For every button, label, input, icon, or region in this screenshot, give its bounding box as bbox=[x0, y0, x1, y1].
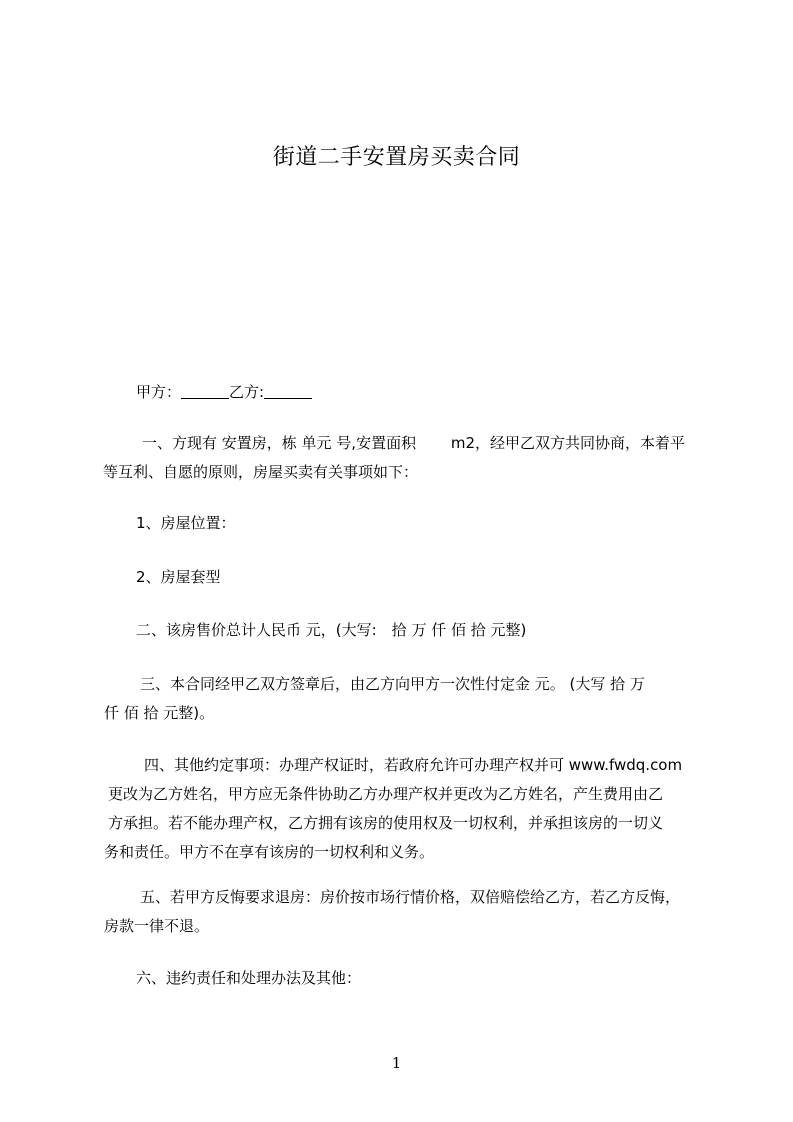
party-a-blank[interactable] bbox=[181, 384, 229, 399]
section-1 bbox=[104, 429, 716, 487]
section-3-line-1: 三、本合同经甲乙双方签章后，由乙方向甲方一次性付定金 元。 (大写 拾 万 bbox=[140, 675, 645, 693]
section-4-line-2: 更改为乙方姓名，甲方应无条件协助乙方办理产权并更改为乙方姓名，产生费用由乙 bbox=[108, 785, 664, 803]
section-2-price: 二、该房售价总计人民币 元，(大写: 拾 万 仟 佰 拾 元整) bbox=[136, 621, 527, 639]
section-5-line-2: 房款一律不退。 bbox=[104, 917, 210, 935]
section-4-line-3: 方承担。若不能办理产权，乙方拥有该房的使用权及一切权利，并承担该房的一切义 bbox=[108, 814, 664, 832]
party-a-label: 甲方： bbox=[136, 383, 182, 401]
section-3-deposit bbox=[104, 670, 716, 728]
section-1-line-2: 等互利、自愿的原则，房屋买卖有关事项如下： bbox=[103, 463, 419, 481]
section-4-line-1: 四、其他约定事项：办理产权证时，若政府允许可办理产权并可 www.fwdq.com bbox=[144, 756, 683, 774]
section-1-line-1: 一、方现有 安置房，栋 单元 号,安置面积 m2，经甲乙双方共同协商，本着平 bbox=[142, 434, 685, 452]
section-4-line-4: 务和责任。甲方不在享有该房的一切权利和义务。 bbox=[104, 843, 435, 861]
section-4-other-terms bbox=[104, 751, 716, 867]
party-b-blank[interactable] bbox=[264, 384, 312, 399]
section-5-refund bbox=[104, 883, 716, 941]
section-3-line-2: 仟 佰 拾 元整)。 bbox=[104, 704, 215, 722]
document-title: 街道二手安置房买卖合同 bbox=[272, 145, 521, 170]
page-number: 1 bbox=[391, 1054, 402, 1072]
item-house-location: 1、房屋位置： bbox=[136, 514, 236, 532]
party-b-label: 乙方: bbox=[229, 383, 265, 401]
item-house-type: 2、房屋套型 bbox=[136, 568, 221, 586]
section-5-line-1: 五、若甲方反悔要求退房：房价按市场行情价格，双倍赔偿给乙方，若乙方反悔， bbox=[140, 888, 681, 906]
parties-line bbox=[104, 378, 716, 407]
section-6-liability: 六、违约责任和处理办法及其他： bbox=[136, 969, 362, 987]
